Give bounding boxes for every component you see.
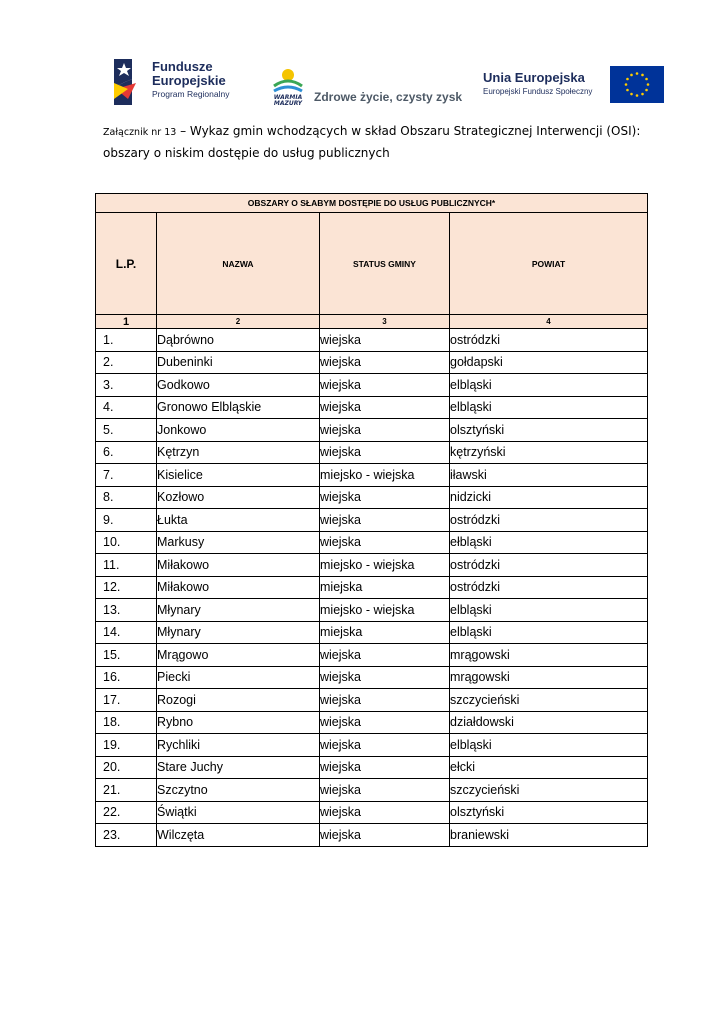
table-row — [96, 531, 648, 554]
table-row — [96, 419, 648, 442]
cell-powiat: szczycieński — [450, 779, 648, 802]
eu-flag-icon — [610, 66, 664, 103]
table-row — [96, 464, 648, 487]
cell-status-gminy: miejska — [320, 576, 450, 599]
cell-nazwa: Świątki — [157, 801, 320, 824]
cell-nazwa: Markusy — [157, 531, 320, 554]
cell-nazwa: Rychliki — [157, 734, 320, 757]
unia-europejska-logo — [483, 66, 665, 106]
cell-status-gminy: wiejska — [320, 419, 450, 442]
title-text: – Wykaz gmin wchodzących w skład Obszaru Strategicznej Interwencji (OSI): obszary o niskim dostępie do usług publicznych — [103, 124, 641, 160]
cell-lp: 8. — [96, 486, 157, 509]
cell-nazwa: Kozłowo — [157, 486, 320, 509]
table-row — [96, 509, 648, 532]
cell-status-gminy: wiejska — [320, 644, 450, 667]
eu-star-icon — [630, 74, 633, 77]
cell-powiat: ostródzki — [450, 554, 648, 577]
title-prefix: Załącznik nr 13 — [103, 127, 177, 138]
cell-powiat: mrągowski — [450, 644, 648, 667]
cell-powiat: elbląski — [450, 396, 648, 419]
eu-star-icon — [626, 78, 629, 81]
cell-status-gminy: wiejska — [320, 351, 450, 374]
cell-powiat: nidzicki — [450, 486, 648, 509]
cell-lp: 13. — [96, 599, 157, 622]
cell-status-gminy: wiejska — [320, 824, 450, 847]
cell-nazwa: Szczytno — [157, 779, 320, 802]
cell-lp: 11. — [96, 554, 157, 577]
cell-status-gminy: wiejska — [320, 756, 450, 779]
fe-logo-line3: Program Regionalny — [152, 89, 230, 99]
wm-slogan: Zdrowe życie, czysty zysk — [314, 90, 463, 104]
table-row — [96, 396, 648, 419]
cell-status-gminy: miejsko - wiejska — [320, 554, 450, 577]
cell-nazwa: Stare Juchy — [157, 756, 320, 779]
cell-status-gminy: wiejska — [320, 689, 450, 712]
cell-lp: 4. — [96, 396, 157, 419]
table-row — [96, 486, 648, 509]
cell-nazwa: Jonkowo — [157, 419, 320, 442]
cell-powiat: kętrzyński — [450, 441, 648, 464]
table-row — [96, 824, 648, 847]
cell-nazwa: Kisielice — [157, 464, 320, 487]
table-row — [96, 554, 648, 577]
cell-nazwa: Mrągowo — [157, 644, 320, 667]
cell-nazwa: Godkowo — [157, 374, 320, 397]
warmia-mazury-logo — [270, 64, 463, 110]
eu-star-icon — [630, 93, 633, 96]
cell-lp: 3. — [96, 374, 157, 397]
cell-lp: 9. — [96, 509, 157, 532]
cell-lp: 14. — [96, 621, 157, 644]
table-row — [96, 329, 648, 352]
fe-logo-line1: Fundusze — [152, 59, 213, 74]
cell-nazwa: Dąbrówno — [157, 329, 320, 352]
svg-text:WARMIA: WARMIA — [273, 94, 303, 101]
eu-star-icon — [645, 89, 648, 92]
eu-star-icon — [626, 89, 629, 92]
cell-nazwa: Rybno — [157, 711, 320, 734]
header-powiat: POWIAT — [450, 213, 648, 315]
cell-powiat: ostródzki — [450, 576, 648, 599]
column-number: 1 — [96, 315, 157, 329]
table-row — [96, 351, 648, 374]
cell-nazwa: Piecki — [157, 666, 320, 689]
table-row — [96, 779, 648, 802]
fundusze-europejskie-logo — [114, 58, 244, 108]
column-number: 3 — [320, 315, 450, 329]
eu-star-icon — [647, 83, 650, 86]
cell-lp: 16. — [96, 666, 157, 689]
cell-status-gminy: wiejska — [320, 666, 450, 689]
table-row — [96, 801, 648, 824]
ue-logo-line2: Europejski Fundusz Społeczny — [483, 87, 593, 96]
cell-lp: 7. — [96, 464, 157, 487]
header-nazwa: NAZWA — [157, 213, 320, 315]
cell-nazwa: Gronowo Elbląskie — [157, 396, 320, 419]
cell-status-gminy: wiejska — [320, 441, 450, 464]
ue-logo-line1: Unia Europejska — [483, 70, 585, 85]
header-lp: L.P. — [96, 213, 157, 315]
cell-powiat: elbląski — [450, 734, 648, 757]
column-number: 4 — [450, 315, 648, 329]
cell-nazwa: Kętrzyn — [157, 441, 320, 464]
column-number: 2 — [157, 315, 320, 329]
cell-powiat: ostródzki — [450, 509, 648, 532]
eu-star-icon — [625, 83, 628, 86]
cell-lp: 19. — [96, 734, 157, 757]
table-row — [96, 756, 648, 779]
header-logos — [0, 58, 724, 110]
header-status-gminy: STATUS GMINY — [320, 213, 450, 315]
svg-text:MAZURY: MAZURY — [273, 100, 303, 106]
cell-lp: 22. — [96, 801, 157, 824]
cell-nazwa: Dubeninki — [157, 351, 320, 374]
cell-lp: 5. — [96, 419, 157, 442]
eu-star-icon — [641, 93, 644, 96]
cell-lp: 18. — [96, 711, 157, 734]
cell-powiat: elbląski — [450, 374, 648, 397]
cell-status-gminy: wiejska — [320, 779, 450, 802]
eu-star-icon — [636, 94, 639, 97]
cell-lp: 10. — [96, 531, 157, 554]
table-row — [96, 599, 648, 622]
cell-nazwa: Młynary — [157, 621, 320, 644]
cell-status-gminy: wiejska — [320, 801, 450, 824]
cell-status-gminy: wiejska — [320, 396, 450, 419]
cell-powiat: ostródzki — [450, 329, 648, 352]
table-row — [96, 689, 648, 712]
cell-powiat: szczycieński — [450, 689, 648, 712]
cell-powiat: elbląski — [450, 599, 648, 622]
cell-nazwa: Miłakowo — [157, 576, 320, 599]
cell-status-gminy: wiejska — [320, 531, 450, 554]
table-row — [96, 666, 648, 689]
cell-lp: 17. — [96, 689, 157, 712]
cell-status-gminy: wiejska — [320, 486, 450, 509]
cell-lp: 21. — [96, 779, 157, 802]
cell-powiat: mrągowski — [450, 666, 648, 689]
cell-lp: 6. — [96, 441, 157, 464]
document-title — [103, 121, 663, 163]
cell-lp: 2. — [96, 351, 157, 374]
cell-status-gminy: miejsko - wiejska — [320, 464, 450, 487]
fe-logo-line2: Europejskie — [152, 73, 226, 88]
fundusze-europejskie-icon — [114, 59, 144, 105]
cell-lp: 15. — [96, 644, 157, 667]
table-row — [96, 374, 648, 397]
eu-star-icon — [641, 74, 644, 77]
cell-lp: 12. — [96, 576, 157, 599]
cell-powiat: ełcki — [450, 756, 648, 779]
table-row — [96, 621, 648, 644]
cell-status-gminy: wiejska — [320, 509, 450, 532]
cell-powiat: gołdapski — [450, 351, 648, 374]
table-row — [96, 441, 648, 464]
cell-status-gminy: wiejska — [320, 329, 450, 352]
table-row — [96, 734, 648, 757]
table-row — [96, 644, 648, 667]
table-banner: OBSZARY O SŁABYM DOSTĘPIE DO USŁUG PUBLICZNYCH* — [96, 194, 648, 213]
cell-powiat: elbląski — [450, 621, 648, 644]
cell-status-gminy: wiejska — [320, 374, 450, 397]
eu-star-icon — [645, 78, 648, 81]
table-row — [96, 711, 648, 734]
cell-powiat: iławski — [450, 464, 648, 487]
osi-table — [95, 193, 648, 847]
eu-star-icon — [636, 72, 639, 75]
cell-status-gminy: wiejska — [320, 711, 450, 734]
cell-powiat: olsztyński — [450, 419, 648, 442]
cell-status-gminy: miejsko - wiejska — [320, 599, 450, 622]
cell-nazwa: Łukta — [157, 509, 320, 532]
cell-powiat: braniewski — [450, 824, 648, 847]
cell-powiat: olsztyński — [450, 801, 648, 824]
cell-powiat: działdowski — [450, 711, 648, 734]
cell-nazwa: Miłakowo — [157, 554, 320, 577]
cell-lp: 20. — [96, 756, 157, 779]
warmia-mazury-icon — [270, 64, 306, 106]
cell-status-gminy: wiejska — [320, 734, 450, 757]
cell-nazwa: Wilczęta — [157, 824, 320, 847]
cell-powiat: ełbląski — [450, 531, 648, 554]
cell-nazwa: Młynary — [157, 599, 320, 622]
table-row — [96, 576, 648, 599]
cell-nazwa: Rozogi — [157, 689, 320, 712]
cell-lp: 1. — [96, 329, 157, 352]
cell-status-gminy: miejska — [320, 621, 450, 644]
cell-lp: 23. — [96, 824, 157, 847]
